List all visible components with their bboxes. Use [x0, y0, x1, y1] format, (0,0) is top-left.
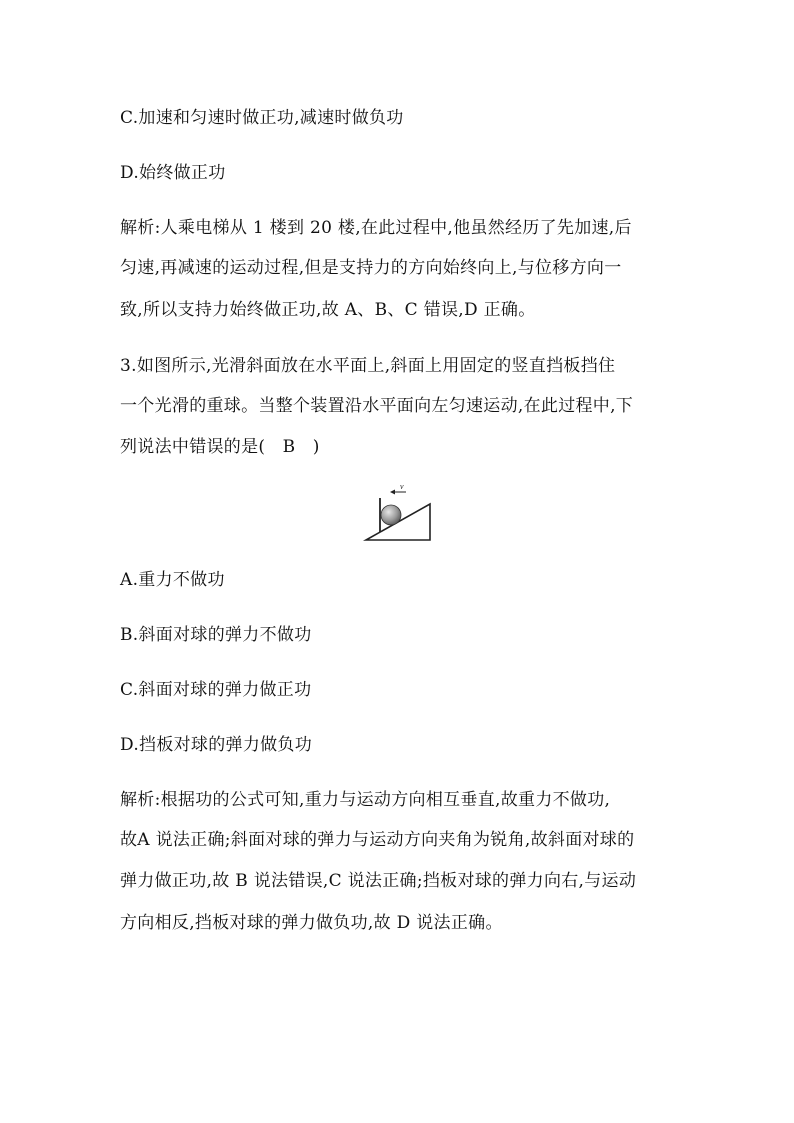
option-d: D.挡板对球的弹力做负功 — [120, 735, 313, 755]
option-a: A.重力不做功 — [120, 570, 225, 590]
analysis-line-1: 解析:人乘电梯从 1 楼到 20 楼,在此过程中,他虽然经历了先加速,后 — [120, 218, 632, 238]
incline-ball-figure — [360, 480, 436, 544]
option-c-prev: C.加速和匀速时做正功,减速时做负功 — [120, 108, 404, 128]
option-b: B.斜面对球的弹力不做功 — [120, 625, 312, 645]
analysis-2-line-1: 解析:根据功的公式可知,重力与运动方向相互垂直,故重力不做功, — [120, 790, 611, 810]
analysis-2-line-4: 方向相反,挡板对球的弹力做负功,故 D 说法正确。 — [120, 913, 503, 933]
question-3-line-1: 3.如图所示,光滑斜面放在水平面上,斜面上用固定的竖直挡板挡住 — [120, 356, 616, 376]
analysis-2-line-2: 故A 说法正确;斜面对球的弹力与运动方向夹角为锐角,故斜面对球的 — [120, 830, 635, 850]
velocity-label: v — [400, 482, 404, 491]
heavy-ball — [381, 505, 401, 525]
option-c: C.斜面对球的弹力做正功 — [120, 680, 312, 700]
question-3-line-2: 一个光滑的重球。当整个装置沿水平面向左匀速运动,在此过程中,下 — [120, 396, 634, 416]
velocity-arrowhead — [390, 490, 395, 495]
analysis-line-3: 致,所以支持力始终做正功,故 A、B、C 错误,D 正确。 — [120, 300, 536, 320]
analysis-line-2: 匀速,再减速的运动过程,但是支持力的方向始终向上,与位移方向一 — [120, 258, 622, 278]
analysis-2-line-3: 弹力做正功,故 B 说法错误,C 说法正确;挡板对球的弹力向右,与运动 — [120, 871, 637, 891]
option-d-prev: D.始终做正功 — [120, 163, 226, 183]
question-3-line-3: 列说法中错误的是( B ) — [120, 437, 320, 457]
